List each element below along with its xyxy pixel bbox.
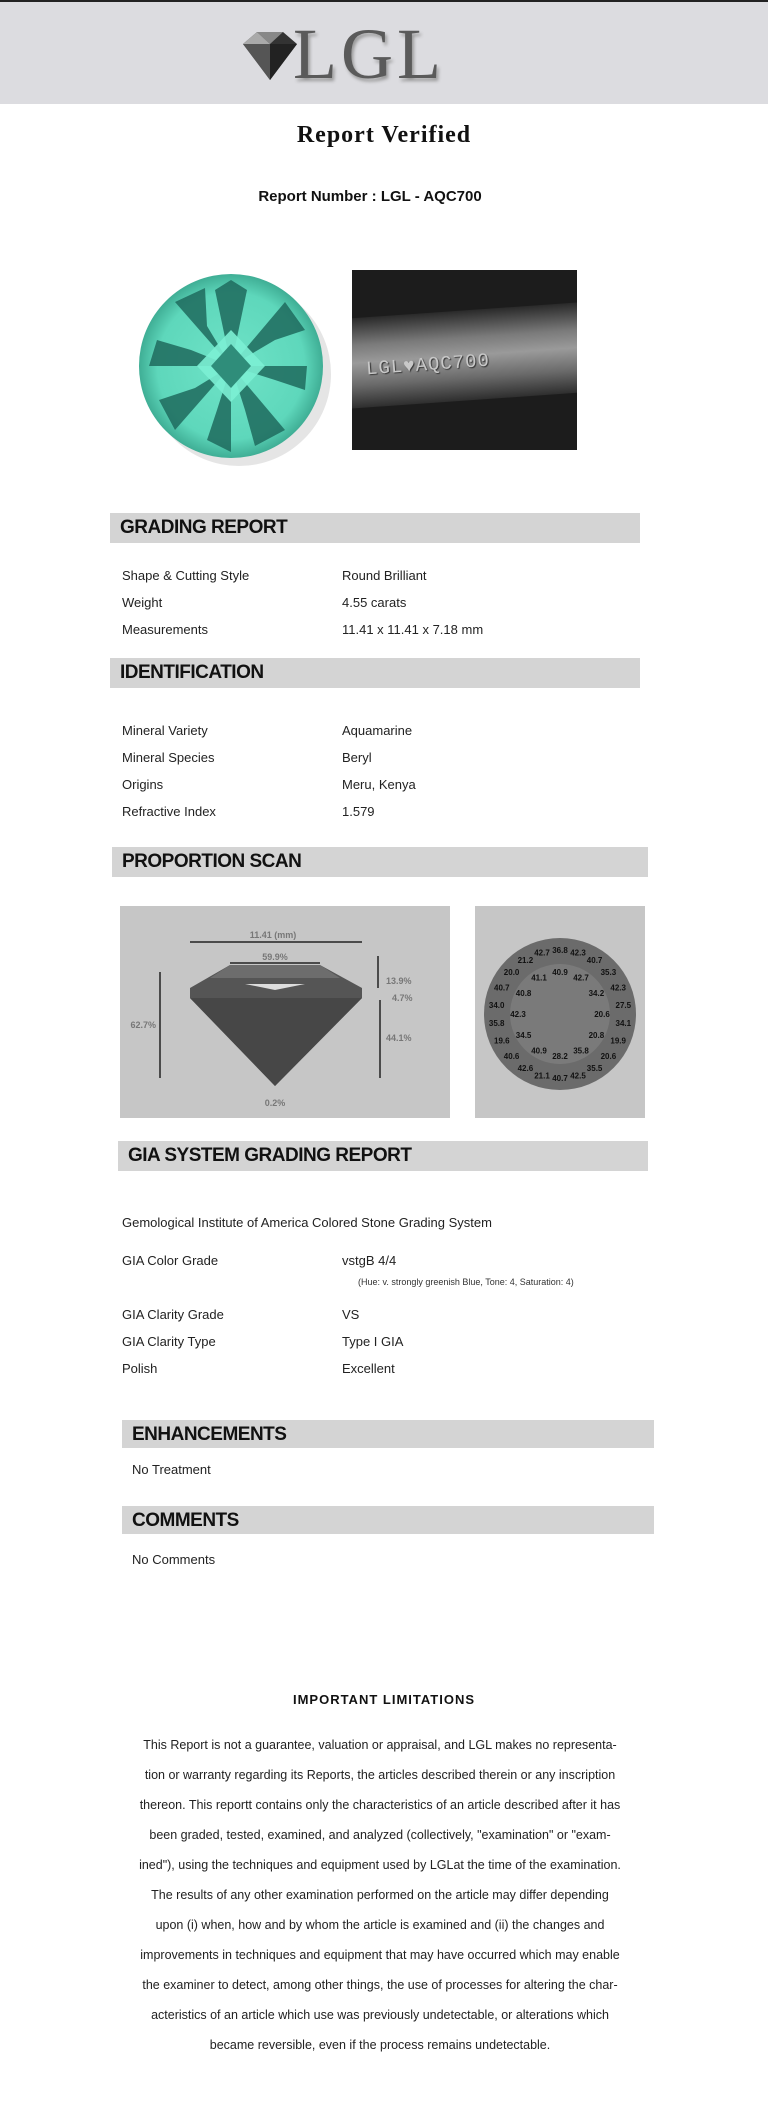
- top-view-value: 36.8: [552, 946, 568, 955]
- top-view-value: 40.9: [552, 968, 568, 977]
- limitations-line: acteristics of an article which use was previously undetectable, or alterations which: [151, 2008, 609, 2022]
- row-value: Type I GIA: [342, 1334, 404, 1349]
- culet-percent: 0.2%: [264, 1098, 286, 1108]
- comments-title: COMMENTS: [132, 1510, 239, 1531]
- top-view-value: 21.2: [517, 956, 534, 966]
- identification-title: IDENTIFICATION: [120, 662, 264, 683]
- top-view-value: 42.5: [570, 1071, 586, 1081]
- enhancements-header: [122, 1420, 654, 1448]
- top-view-value: 19.6: [494, 1036, 510, 1046]
- top-view-value: 35.3: [600, 968, 617, 978]
- top-view-value: 40.8: [515, 989, 532, 998]
- table-percent: 59.9%: [262, 952, 288, 962]
- grading-report-header: [110, 513, 640, 543]
- row-value: VS: [342, 1307, 360, 1322]
- limitations-line: thereon. This reportt contains only the characteristics of an article described after it has: [139, 1798, 621, 1812]
- top-view-value: 35.8: [488, 1019, 505, 1029]
- crown-percent: 13.9%: [386, 976, 412, 986]
- comments-header: [122, 1506, 654, 1534]
- identification-header: [110, 658, 640, 688]
- top-view-value: 27.5: [615, 1000, 632, 1010]
- top-view-value: 19.9: [610, 1036, 626, 1046]
- row-value: 4.55 carats: [342, 595, 407, 610]
- limitations-line: been graded, tested, examined, and analyzed (collectively, "examination" or "exam-: [149, 1828, 611, 1842]
- top-view-value: 42.7: [534, 948, 550, 958]
- row-value: Beryl: [342, 750, 372, 765]
- diameter-label: 11.41 (mm): [249, 930, 297, 940]
- row-value: vstgB 4/4: [342, 1253, 397, 1268]
- enhancements-title: ENHANCEMENTS: [132, 1424, 287, 1445]
- row-label: GIA Clarity Grade: [122, 1307, 224, 1322]
- limitations-title: IMPORTANT LIMITATIONS: [292, 1692, 476, 1707]
- grading-report-title: GRADING REPORT: [120, 517, 288, 538]
- top-view-value: 40.6: [503, 1051, 520, 1061]
- row-label: Polish: [122, 1361, 158, 1376]
- limitations-line: improvements in techniques and equipment that may have occurred which may enable: [140, 1948, 620, 1962]
- enhancements-value: No Treatment: [132, 1462, 211, 1477]
- top-view-value: 40.9: [531, 1046, 547, 1056]
- top-view-value: 42.3: [510, 1010, 526, 1019]
- row-value: Meru, Kenya: [342, 777, 416, 792]
- top-view-value: 28.2: [552, 1052, 568, 1061]
- limitations-line: ined"), using the techniques and equipment used by LGLat the time of the examination.: [139, 1858, 621, 1872]
- row-value: Excellent: [342, 1361, 395, 1376]
- top-view-value: 42.6: [517, 1063, 534, 1073]
- row-label: Origins: [122, 777, 164, 792]
- top-view-value: 34.0: [488, 1000, 505, 1010]
- row-label: GIA Clarity Type: [122, 1334, 216, 1349]
- page-title: Report Verified: [296, 122, 472, 148]
- row-label: Measurements: [122, 622, 208, 637]
- top-view-value: 42.7: [573, 973, 589, 983]
- inscription-photo: [352, 270, 577, 450]
- gia-report-header: [118, 1141, 648, 1171]
- row-value: 1.579: [342, 804, 375, 819]
- row-label: Mineral Variety: [122, 723, 208, 738]
- color-grade-note: (Hue: v. strongly greenish Blue, Tone: 4, Saturation: 4): [358, 1277, 574, 1287]
- row-value: 11.41 x 11.41 x 7.18 mm: [342, 622, 484, 637]
- top-view-value: 35.8: [573, 1046, 589, 1056]
- inscription-text: LGL♥AQC700: [365, 349, 491, 381]
- lgl-logo: [235, 14, 495, 94]
- top-view-value: 40.7: [494, 983, 510, 993]
- gia-subtitle: Gemological Institute of America Colored Stone Grading System: [122, 1215, 492, 1230]
- limitations-line: the examiner to detect, among other things, the use of processes for altering the char-: [142, 1978, 618, 1992]
- top-view-value: 20.6: [600, 1051, 617, 1061]
- top-view-value: 20.0: [503, 968, 520, 978]
- row-value: Round Brilliant: [342, 568, 427, 583]
- side-profile-diagram: [120, 906, 450, 1118]
- top-view-value: 41.1: [531, 973, 547, 983]
- top-view-value: 40.7: [586, 956, 603, 966]
- pavilion-percent: 44.1%: [386, 1033, 412, 1043]
- proportion-scan-title: PROPORTION SCAN: [122, 851, 302, 872]
- girdle-percent: 4.7%: [392, 993, 413, 1003]
- limitations-line: became reversible, even if the process remains undetectable.: [209, 2038, 551, 2052]
- limitations-line: upon (i) when, how and by whom the article is examined and (ii) the changes and: [155, 1918, 605, 1932]
- row-label: Weight: [122, 595, 163, 610]
- header-banner: [0, 2, 768, 104]
- limitations-line: This Report is not a guarantee, valuation or appraisal, and LGL makes no representa-: [143, 1738, 617, 1752]
- top-view-value: 40.7: [552, 1074, 568, 1083]
- report-number: Report Number : LGL - AQC700: [258, 188, 482, 205]
- limitations-line: The results of any other examination performed on the article may differ depending: [151, 1888, 609, 1902]
- top-view-value: 34.2: [588, 989, 605, 998]
- top-view-value: 20.8: [588, 1031, 605, 1040]
- top-view-value: 34.1: [615, 1019, 632, 1029]
- top-view-value: 20.6: [594, 1010, 610, 1019]
- top-view-value: 42.3: [570, 948, 586, 958]
- gia-report-title: GIA SYSTEM GRADING REPORT: [128, 1145, 412, 1166]
- top-view-diagram: [475, 906, 645, 1118]
- gemstone-photo: [135, 270, 331, 466]
- row-value: Aquamarine: [342, 723, 413, 738]
- comments-value: No Comments: [132, 1552, 216, 1567]
- row-label: Shape & Cutting Style: [122, 568, 250, 583]
- depth-percent: 62.7%: [130, 1020, 156, 1030]
- top-view-value: 35.5: [586, 1063, 603, 1073]
- proportion-scan-header: [112, 847, 648, 877]
- limitations-line: tion or warranty regarding its Reports, the articles described therein or any inscription: [144, 1768, 616, 1782]
- row-label: Mineral Species: [122, 750, 215, 765]
- top-view-value: 34.5: [515, 1031, 532, 1040]
- top-view-value: 21.1: [534, 1071, 550, 1081]
- top-view-value: 42.3: [610, 983, 626, 993]
- row-label: Refractive Index: [122, 804, 216, 819]
- logo-text: LGL: [293, 14, 445, 94]
- row-label: GIA Color Grade: [122, 1253, 219, 1268]
